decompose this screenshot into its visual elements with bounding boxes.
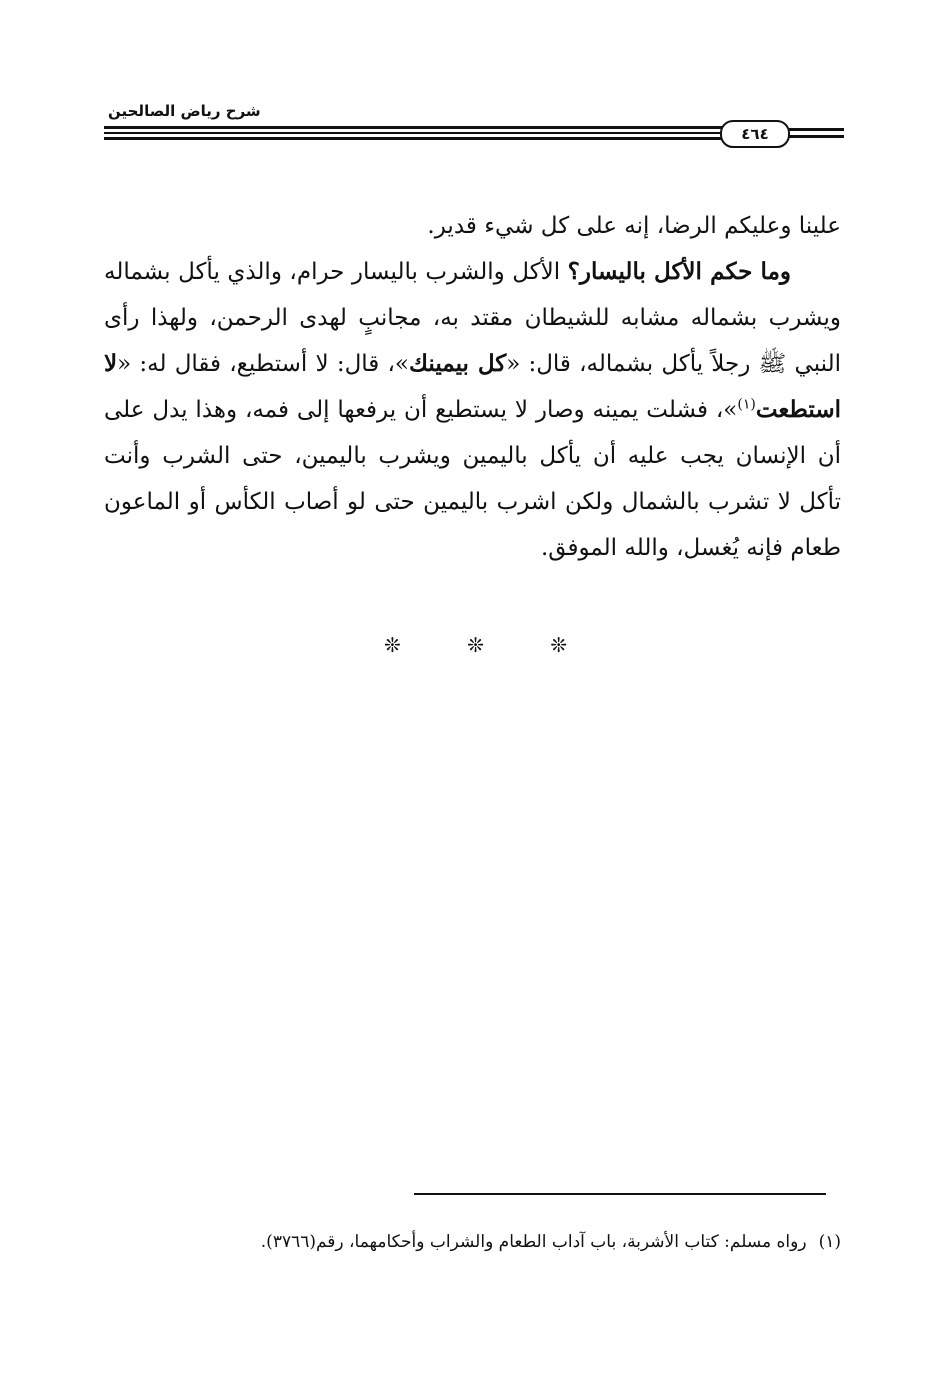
paragraph-1: علينا وعليكم الرضا، إنه على كل شيء قدير.: [427, 213, 841, 239]
separator-star-icon: ❊: [550, 633, 567, 657]
separator-star-icon: ❊: [383, 633, 401, 657]
hadith-quote-2: لا استطعت: [104, 350, 841, 423]
paragraph-2-text-c: »، فشلت يمينه وصار لا يستطيع أن يرفعها إلى فمه، وهذا يدل على أن الإنسان يجب عليه أن يأكل باليمين ويشرب باليمين، حتى الشرب وأنت تأكل لا تشرب بالشمال ولكن اشرب باليمين حتى لو أصاب الكأس أو الماعون طعام فإنه يُغسل، والله الموفق.: [104, 397, 841, 561]
header-rule: [104, 137, 722, 140]
header-rule: [104, 132, 722, 134]
footnote-text: رواه مسلم: كتاب الأشربة، باب آداب الطعام والشراب وأحكامهما، رقم(٣٧٦٦).: [260, 1232, 807, 1252]
section-separator: [0, 630, 951, 660]
separator-star-icon: ❊: [467, 633, 484, 657]
header-rule: [104, 126, 722, 129]
hadith-quote-1: كل بيمينك: [409, 350, 507, 377]
page-number: ٤٦٤: [720, 120, 790, 148]
footnote-1: [104, 1228, 841, 1256]
paragraph-2: [104, 249, 841, 571]
footnote-number: (١): [818, 1232, 841, 1252]
footnote-reference[interactable]: (١): [737, 396, 756, 413]
running-title: شرح رياض الصالحين: [108, 102, 261, 120]
paragraph-2-text-b: »، قال: لا أستطيع، فقال له: «: [117, 351, 410, 377]
body-text: [104, 203, 841, 571]
paragraph-2-text-a: الأكل والشرب باليسار حرام، والذي يأكل بشماله ويشرب بشماله مشابه للشيطان مقتد به، مجانبٍ لهدى الرحمن، ولهذا رأى النبي ﷺ رجلاً يأكل بشماله، قال: «: [104, 259, 841, 377]
footnote-divider: [414, 1193, 826, 1195]
question-heading: وما حكم الأكل باليسار؟: [567, 258, 791, 285]
header-rule-right: [788, 128, 844, 131]
header-rule-right: [788, 135, 844, 138]
